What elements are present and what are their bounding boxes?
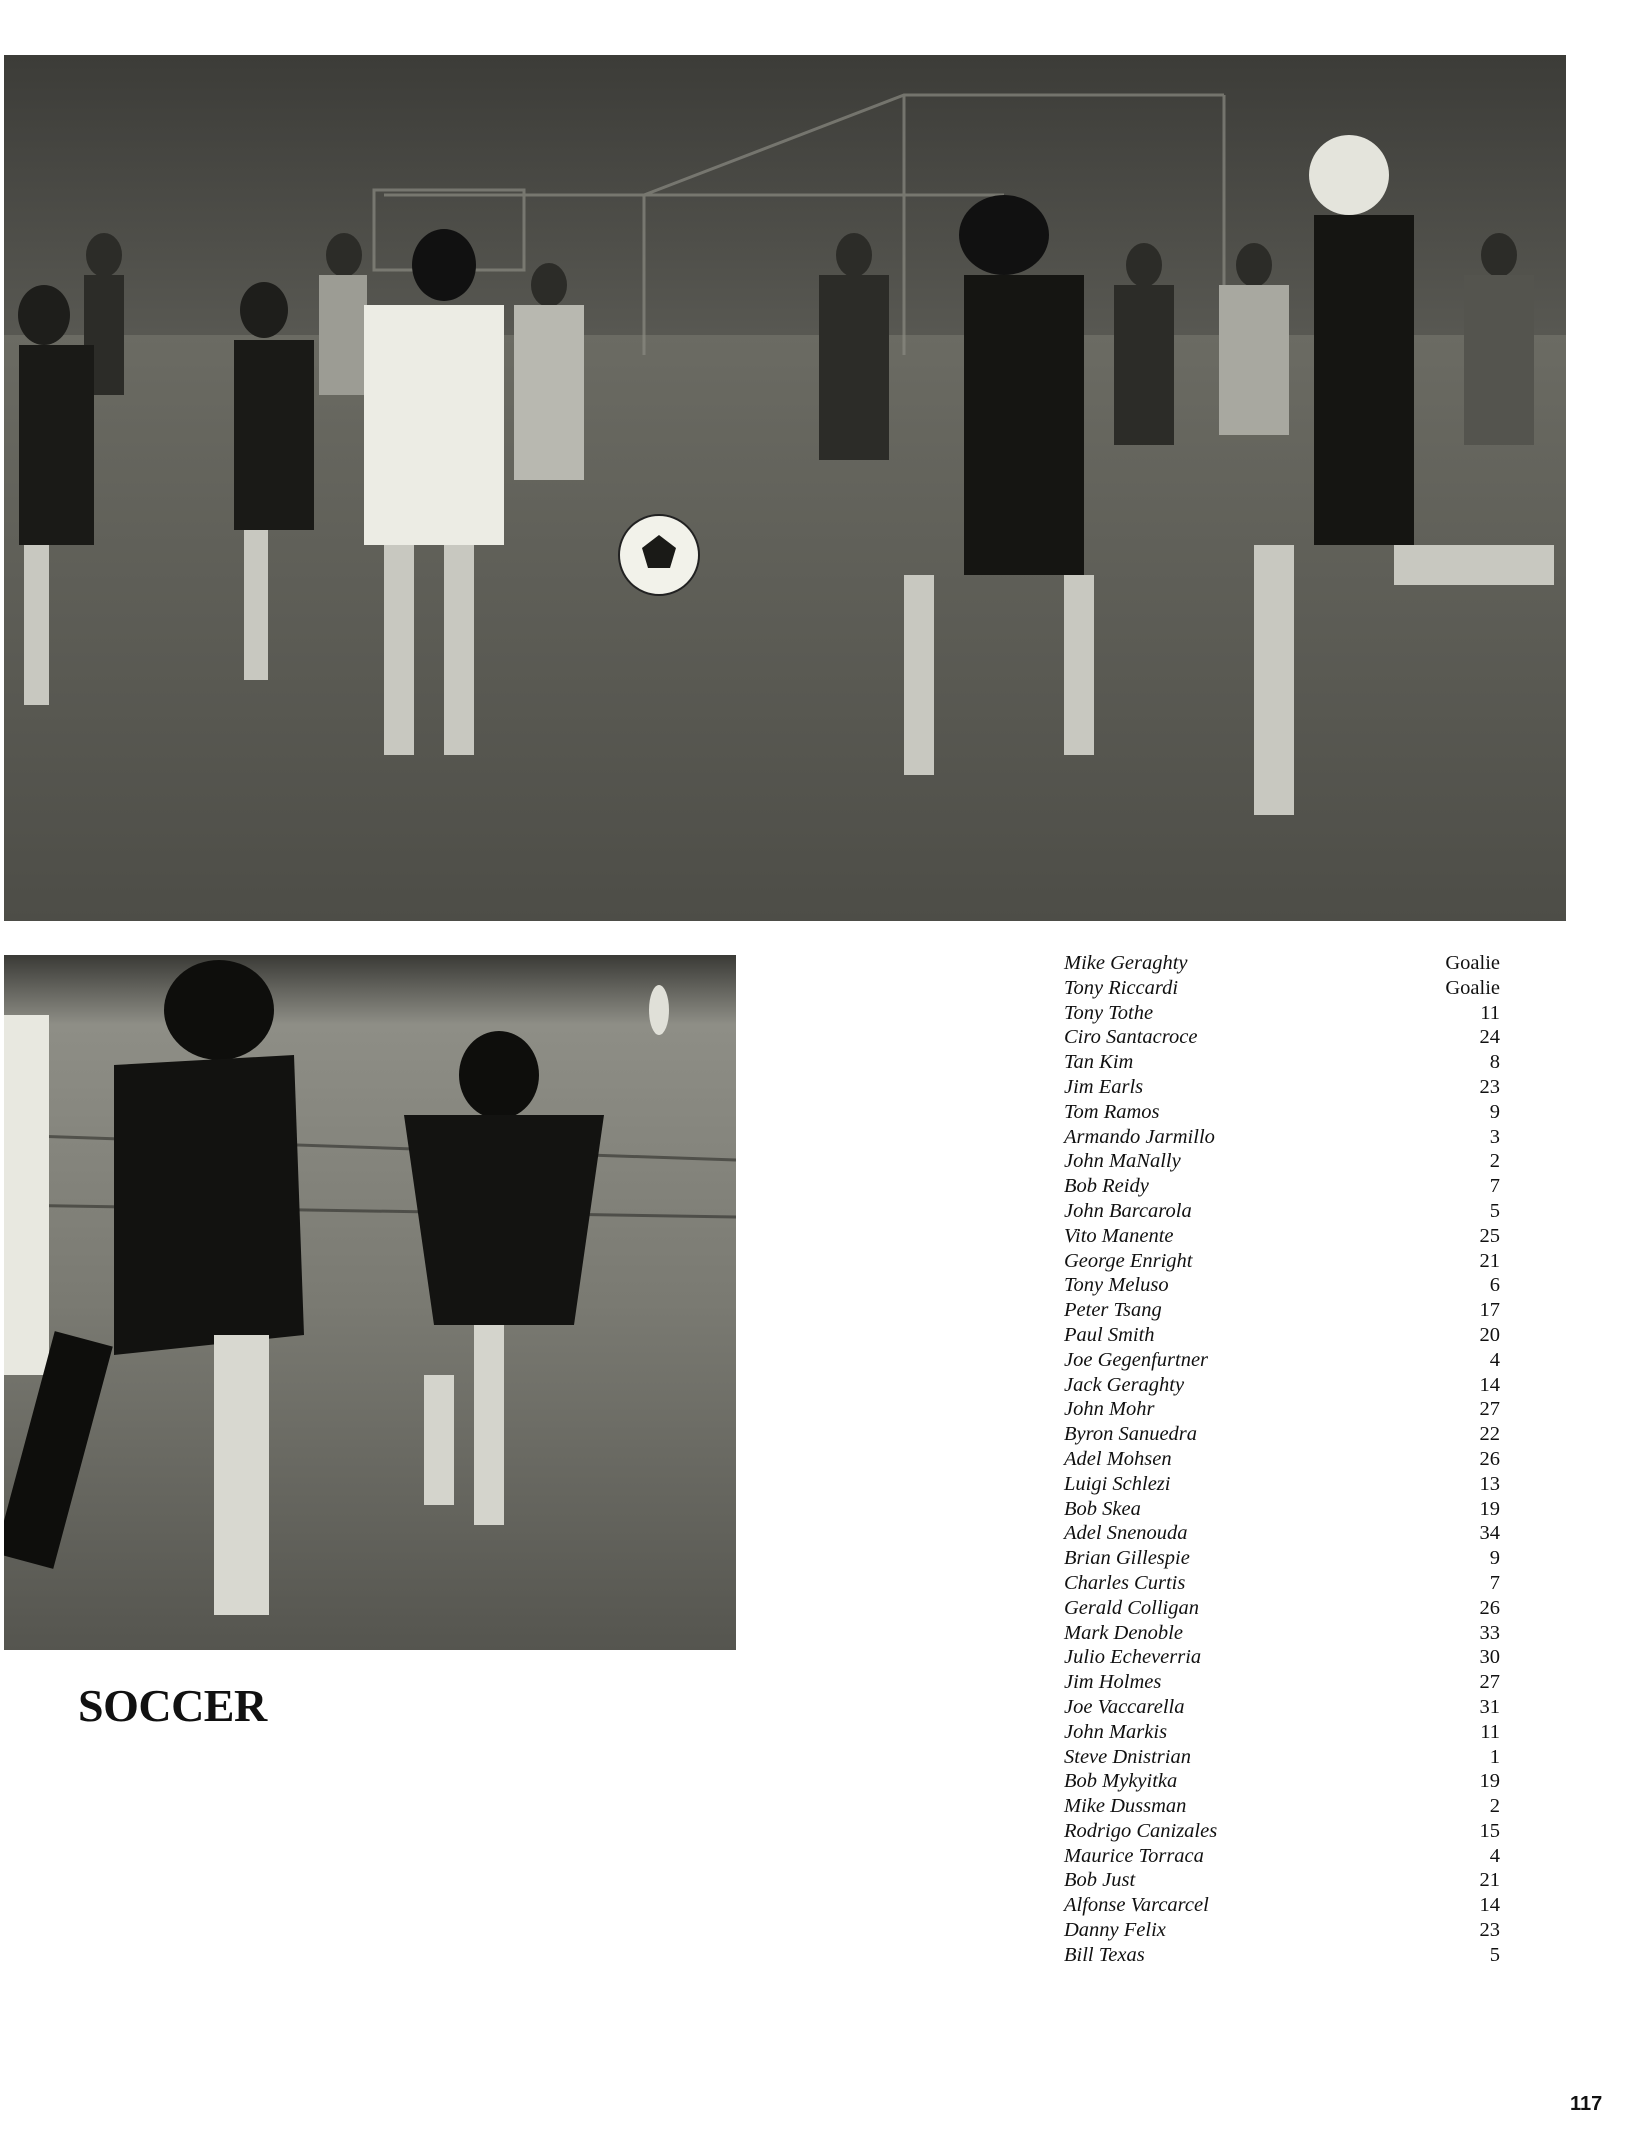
player-name: Joe Vaccarella: [1064, 1695, 1185, 1718]
roster-row: [1064, 1844, 1500, 1869]
player-number: 4: [1489, 1348, 1500, 1371]
player-name: Tan Kim: [1064, 1051, 1134, 1074]
roster-row: [1064, 1397, 1500, 1422]
player-name: John Markis: [1064, 1720, 1168, 1743]
player-name: Joe Gegenfurtner: [1064, 1348, 1209, 1371]
roster-row: [1064, 1373, 1500, 1398]
player-name: Brian Gillespie: [1064, 1547, 1190, 1570]
player-name: Gerald Colligan: [1064, 1596, 1199, 1619]
player-number: 7: [1489, 1571, 1500, 1594]
player-number: 26: [1479, 1596, 1500, 1619]
player-number: 30: [1479, 1646, 1500, 1669]
roster-row: [1064, 1001, 1500, 1026]
player-number: 19: [1479, 1497, 1500, 1520]
player-number: 19: [1479, 1770, 1500, 1793]
roster-row: [1064, 1546, 1500, 1571]
roster-row: [1064, 1422, 1500, 1447]
player-name: Bob Reidy: [1064, 1175, 1149, 1198]
player-name: Julio Echeverria: [1064, 1646, 1202, 1669]
player-name: Adel Mohsen: [1064, 1447, 1172, 1470]
roster-list: [1064, 951, 1500, 1968]
player-number: 8: [1489, 1051, 1500, 1074]
player-number: 33: [1479, 1621, 1500, 1644]
player-number: 23: [1479, 1919, 1500, 1942]
player-name: John Mohr: [1064, 1398, 1155, 1421]
player-name: Byron Sanuedra: [1064, 1423, 1198, 1446]
roster-row: [1064, 1695, 1500, 1720]
roster-row: [1064, 1497, 1500, 1522]
player-name: Bob Just: [1064, 1869, 1136, 1892]
roster-row: [1064, 1472, 1500, 1497]
roster-row: [1064, 1645, 1500, 1670]
roster-row: [1064, 1199, 1500, 1224]
player-name: Steve Dnistrian: [1064, 1745, 1191, 1768]
player-number: 14: [1479, 1894, 1500, 1917]
player-name: Maurice Torraca: [1064, 1844, 1204, 1867]
roster-row: [1064, 1025, 1500, 1050]
photo-top-illustration: [4, 55, 1566, 921]
player-number: 17: [1479, 1299, 1500, 1322]
player-name: Tony Meluso: [1064, 1274, 1169, 1297]
soccer-action-photo-bottom: [4, 955, 736, 1650]
player-number: Goalie: [1445, 952, 1500, 974]
player-number: 31: [1479, 1695, 1500, 1718]
player-name: Luigi Schlezi: [1064, 1472, 1171, 1495]
roster-row: [1064, 951, 1500, 976]
roster-row: [1064, 1596, 1500, 1621]
roster-row: [1064, 1224, 1500, 1249]
player-number: 34: [1479, 1522, 1500, 1545]
player-name: Jack Geraghty: [1064, 1373, 1185, 1396]
player-number: 4: [1489, 1844, 1500, 1867]
player-name: John Barcarola: [1064, 1199, 1192, 1222]
roster-row: [1064, 1670, 1500, 1695]
roster-row: [1064, 1819, 1500, 1844]
player-number: 21: [1479, 1249, 1500, 1272]
player-name: Bob Skea: [1064, 1497, 1141, 1520]
roster-row: [1064, 1745, 1500, 1770]
player-number: 27: [1479, 1398, 1500, 1421]
roster-row: [1064, 1868, 1500, 1893]
roster-row: [1064, 1100, 1500, 1125]
player-name: Mark Denoble: [1064, 1621, 1183, 1644]
player-name: George Enright: [1064, 1249, 1193, 1272]
roster-row: [1064, 1621, 1500, 1646]
player-name: Alfonse Varcarcel: [1064, 1894, 1209, 1917]
player-number: 5: [1489, 1943, 1500, 1966]
roster-row: [1064, 1720, 1500, 1745]
player-number: 15: [1479, 1819, 1500, 1842]
player-number: 7: [1489, 1175, 1500, 1198]
player-number: 1: [1489, 1745, 1500, 1768]
player-number: 6: [1489, 1274, 1500, 1297]
player-name: Ciro Santacroce: [1064, 1026, 1198, 1049]
roster-row: [1064, 1298, 1500, 1323]
player-name: Jim Earls: [1064, 1075, 1144, 1098]
roster-row: [1064, 1893, 1500, 1918]
player-number: 5: [1489, 1199, 1500, 1222]
player-number: 26: [1479, 1447, 1500, 1470]
player-name: Danny Felix: [1064, 1919, 1166, 1942]
roster-row: [1064, 1174, 1500, 1199]
player-number: 23: [1479, 1075, 1500, 1098]
player-name: Mike Dussman: [1064, 1795, 1187, 1818]
player-name: Charles Curtis: [1064, 1571, 1186, 1594]
player-name: Peter Tsang: [1064, 1299, 1162, 1322]
player-name: Jim Holmes: [1064, 1671, 1162, 1694]
roster-row: [1064, 1125, 1500, 1150]
player-number: 3: [1489, 1125, 1500, 1148]
player-number: 24: [1479, 1026, 1500, 1049]
player-number: 13: [1479, 1472, 1500, 1495]
player-number: 9: [1489, 1547, 1500, 1570]
roster-row: [1064, 1571, 1500, 1596]
player-name: Tony Riccardi: [1064, 976, 1179, 999]
roster-row: [1064, 976, 1500, 1001]
roster-row: [1064, 1075, 1500, 1100]
page-title: SOCCER: [78, 1680, 267, 1731]
player-number: 20: [1479, 1323, 1500, 1346]
player-number: 21: [1479, 1869, 1500, 1892]
roster-row: [1064, 1249, 1500, 1274]
photo-bottom-illustration: [4, 955, 736, 1650]
player-number: 9: [1489, 1100, 1500, 1123]
player-name: John MaNally: [1064, 1150, 1181, 1173]
player-name: Rodrigo Canizales: [1064, 1819, 1218, 1842]
player-name: Bill Texas: [1064, 1943, 1145, 1966]
roster-row: [1064, 1050, 1500, 1075]
player-number: Goalie: [1445, 976, 1500, 999]
roster-row: [1064, 1323, 1500, 1348]
roster-row: [1064, 1794, 1500, 1819]
soccer-action-photo-top: [4, 55, 1566, 921]
roster-row: [1064, 1943, 1500, 1968]
roster-row: [1064, 1149, 1500, 1174]
roster-row: [1064, 1447, 1500, 1472]
player-number: 2: [1489, 1150, 1500, 1173]
player-name: Paul Smith: [1064, 1323, 1155, 1346]
player-number: 22: [1479, 1423, 1500, 1446]
roster-row: [1064, 1769, 1500, 1794]
player-number: 14: [1479, 1373, 1500, 1396]
player-name: Bob Mykyitka: [1064, 1770, 1178, 1793]
player-name: Armando Jarmillo: [1064, 1125, 1215, 1148]
player-name: Mike Geraghty: [1064, 952, 1188, 974]
roster-row: [1064, 1521, 1500, 1546]
page-number: 117: [1570, 2093, 1603, 2115]
player-number: 25: [1479, 1224, 1500, 1247]
roster-row: [1064, 1273, 1500, 1298]
roster-row: [1064, 1348, 1500, 1373]
player-name: Adel Snenouda: [1064, 1522, 1188, 1545]
player-number: 11: [1480, 1720, 1500, 1743]
player-name: Vito Manente: [1064, 1224, 1174, 1247]
player-name: Tom Ramos: [1064, 1100, 1160, 1123]
roster-row: [1064, 1918, 1500, 1943]
player-number: 27: [1479, 1671, 1500, 1694]
player-name: Tony Tothe: [1064, 1001, 1154, 1024]
player-number: 2: [1489, 1795, 1500, 1818]
player-number: 11: [1480, 1001, 1500, 1024]
